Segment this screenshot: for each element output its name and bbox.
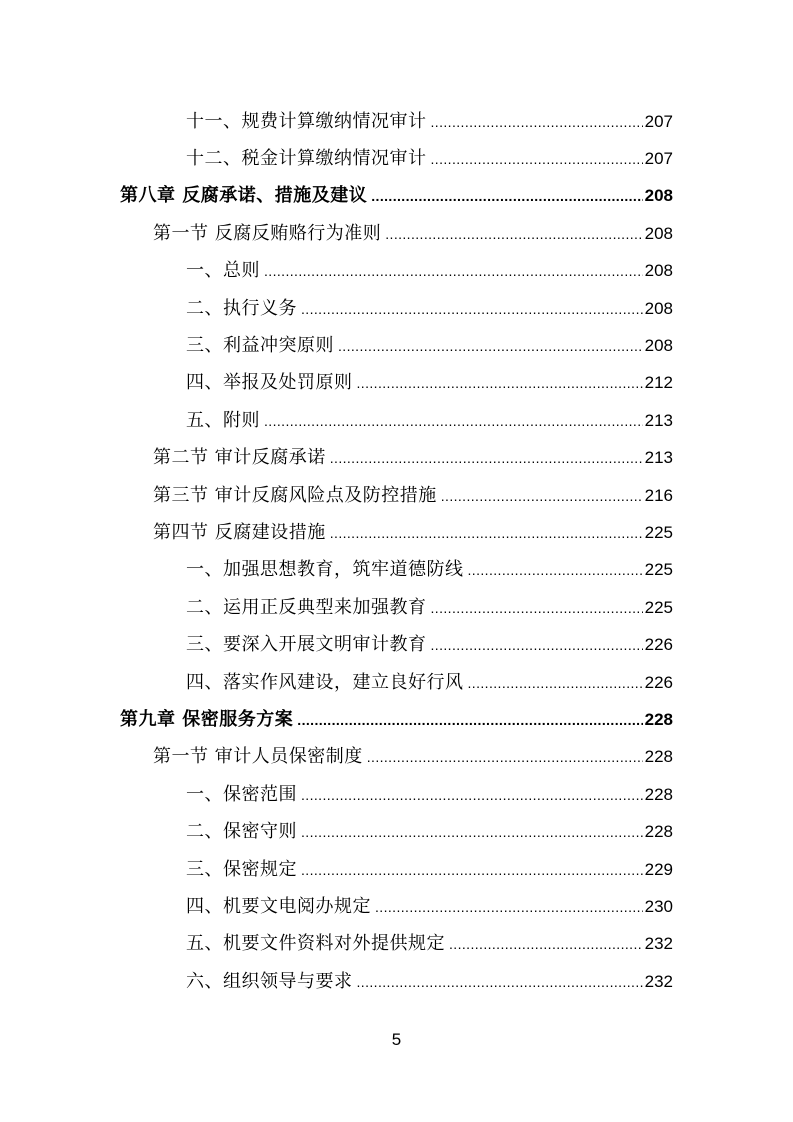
toc-entry-page: 226 [644, 672, 673, 692]
toc-entry-title: 二、执行义务 [186, 297, 297, 319]
toc-entry-line [186, 630, 673, 656]
toc-entry-page: 208 [644, 261, 673, 281]
toc-entry-page: 207 [644, 111, 673, 131]
toc-subsection-entry[interactable] [0, 662, 793, 699]
toc-subsection-entry[interactable] [0, 550, 793, 587]
toc-dot-leader [441, 488, 643, 504]
toc-entry-page: 228 [644, 784, 673, 804]
toc-entry-page: 225 [644, 522, 673, 542]
toc-subsection-entry[interactable] [0, 774, 793, 811]
toc-entry-title: 三、要深入开展文明审计教育 [186, 634, 427, 656]
toc-section-entry[interactable] [0, 213, 793, 250]
toc-entry-line [186, 593, 673, 619]
toc-dot-leader [330, 450, 643, 466]
toc-entry-title: 一、加强思想教育，筑牢道德防线 [186, 559, 464, 581]
toc-entry-title: 六、组织领导与要求 [186, 970, 353, 992]
toc-entry-line [120, 181, 673, 207]
toc-subsection-entry[interactable] [0, 587, 793, 624]
toc-entry-line [186, 892, 673, 918]
toc-dot-leader [468, 675, 643, 691]
toc-entry-page: 232 [644, 934, 673, 954]
toc-entry-line [186, 107, 673, 133]
toc-entry-title: 四、机要文电阅办规定 [186, 895, 371, 917]
toc-entry-line [186, 929, 673, 955]
toc-entry-line [186, 406, 673, 432]
toc-entry-line [186, 144, 673, 170]
toc-entry-title: 二、运用正反典型来加强教育 [186, 596, 427, 618]
toc-dot-leader [297, 712, 642, 728]
toc-dot-leader [371, 188, 642, 204]
toc-entry-line [186, 780, 673, 806]
toc-subsection-entry[interactable] [0, 363, 793, 400]
toc-entry-title: 第一节 审计人员保密制度 [153, 746, 363, 768]
toc-subsection-entry[interactable] [0, 325, 793, 362]
toc-entry-page: 229 [644, 859, 673, 879]
toc-entry-line [186, 294, 673, 320]
toc-entry-title: 四、落实作风建设，建立良好行风 [186, 671, 464, 693]
toc-entry-page: 216 [644, 485, 673, 505]
toc-entry-line [186, 817, 673, 843]
toc-subsection-entry[interactable] [0, 288, 793, 325]
toc-entry-line [153, 443, 673, 469]
toc-entry-page: 228 [644, 822, 673, 842]
toc-entry-page: 208 [644, 186, 673, 206]
toc-entry-title: 十二、税金计算缴纳情况审计 [186, 148, 427, 170]
toc-dot-leader [330, 525, 643, 541]
table-of-contents [0, 101, 793, 998]
toc-entry-page: 212 [644, 373, 673, 393]
toc-entry-title: 三、利益冲突原则 [186, 335, 334, 357]
toc-entry-page: 208 [644, 223, 673, 243]
toc-entry-title: 第九章 保密服务方案 [120, 708, 294, 730]
toc-dot-leader [301, 301, 643, 317]
toc-entry-line [153, 481, 673, 507]
toc-entry-title: 五、机要文件资料对外提供规定 [186, 933, 445, 955]
toc-dot-leader [264, 263, 643, 279]
toc-dot-leader [431, 637, 643, 653]
toc-subsection-entry[interactable] [0, 251, 793, 288]
toc-entry-page: 232 [644, 971, 673, 991]
toc-subsection-entry[interactable] [0, 886, 793, 923]
toc-entry-page: 208 [644, 298, 673, 318]
toc-dot-leader [375, 899, 643, 915]
toc-entry-line [120, 705, 673, 731]
toc-dot-leader [367, 749, 643, 765]
toc-entry-line [153, 219, 673, 245]
toc-dot-leader [449, 936, 643, 952]
toc-subsection-entry[interactable] [0, 138, 793, 175]
toc-entry-line [186, 555, 673, 581]
toc-dot-leader [301, 862, 643, 878]
toc-entry-title: 一、保密范围 [186, 783, 297, 805]
toc-section-entry[interactable] [0, 475, 793, 512]
toc-entry-title: 二、保密守则 [186, 821, 297, 843]
toc-subsection-entry[interactable] [0, 400, 793, 437]
toc-subsection-entry[interactable] [0, 811, 793, 848]
toc-entry-page: 213 [644, 410, 673, 430]
toc-entry-title: 十一、规费计算缴纳情况审计 [186, 110, 427, 132]
toc-subsection-entry[interactable] [0, 849, 793, 886]
toc-dot-leader [301, 824, 643, 840]
toc-entry-page: 228 [644, 709, 673, 729]
toc-entry-line [186, 967, 673, 993]
toc-dot-leader [264, 413, 643, 429]
toc-entry-title: 第一节 反腐反贿赂行为准则 [153, 222, 382, 244]
toc-entry-page: 225 [644, 597, 673, 617]
toc-entry-line [153, 742, 673, 768]
toc-entry-line [186, 368, 673, 394]
toc-entry-title: 第三节 审计反腐风险点及防控措施 [153, 484, 437, 506]
toc-entry-page: 208 [644, 336, 673, 356]
toc-section-entry[interactable] [0, 737, 793, 774]
toc-entry-title: 四、举报及处罚原则 [186, 372, 353, 394]
toc-entry-title: 一、总则 [186, 260, 260, 282]
toc-entry-page: 230 [644, 896, 673, 916]
toc-entry-page: 226 [644, 635, 673, 655]
toc-entry-title: 第八章 反腐承诺、措施及建议 [120, 185, 368, 207]
toc-dot-leader [301, 787, 643, 803]
toc-subsection-entry[interactable] [0, 924, 793, 961]
toc-section-entry[interactable] [0, 512, 793, 549]
toc-dot-leader [431, 114, 643, 130]
toc-entry-title: 第四节 反腐建设措施 [153, 521, 326, 543]
toc-entry-page: 213 [644, 448, 673, 468]
toc-chapter-entry[interactable] [0, 176, 793, 213]
toc-dot-leader [357, 375, 643, 391]
toc-entry-line [186, 855, 673, 881]
toc-entry-line [186, 668, 673, 694]
toc-dot-leader [385, 226, 642, 242]
toc-subsection-entry[interactable] [0, 961, 793, 998]
toc-entry-page: 228 [644, 747, 673, 767]
toc-dot-leader [357, 974, 643, 990]
toc-subsection-entry[interactable] [0, 101, 793, 138]
toc-entry-page: 225 [644, 560, 673, 580]
toc-entry-title: 三、保密规定 [186, 858, 297, 880]
toc-dot-leader [338, 338, 643, 354]
toc-entry-line [186, 256, 673, 282]
toc-chapter-entry[interactable] [0, 699, 793, 736]
toc-entry-page: 207 [644, 149, 673, 169]
toc-entry-line [186, 331, 673, 357]
toc-dot-leader [431, 600, 643, 616]
toc-section-entry[interactable] [0, 438, 793, 475]
toc-dot-leader [468, 562, 643, 578]
toc-entry-title: 第二节 审计反腐承诺 [153, 447, 326, 469]
page-number: 5 [391, 1030, 402, 1049]
toc-subsection-entry[interactable] [0, 624, 793, 661]
toc-entry-title: 五、附则 [186, 409, 260, 431]
toc-dot-leader [431, 151, 643, 167]
toc-entry-line [153, 518, 673, 544]
